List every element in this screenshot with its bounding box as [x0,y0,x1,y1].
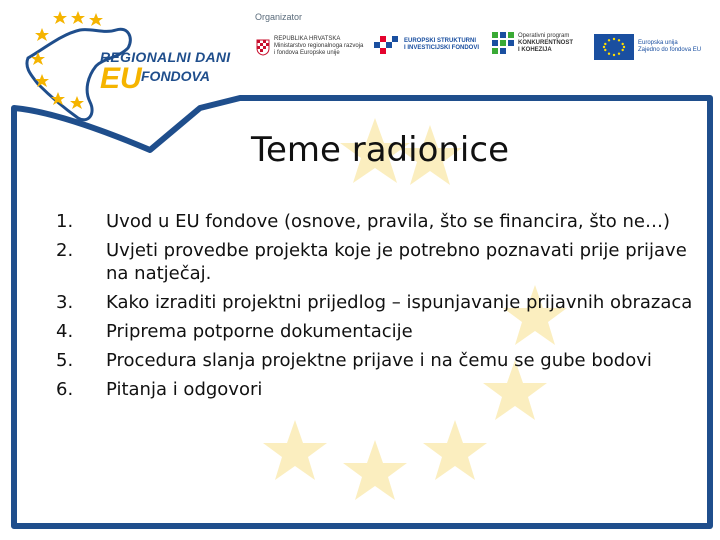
list-item-text: Uvjeti provedbe projekta koje je potrebno poznavati prije prijave na natječaj. [106,240,687,284]
sponsor-line: I INVESTICIJSKI FONDOVI [404,45,480,51]
op-kik-icon [492,32,514,54]
list-item [56,320,696,343]
sponsor-ministry [256,36,363,57]
sponsor-esi-funds [374,34,479,56]
sponsor-line: KONKURENTNOST [518,39,573,46]
list-item-text: Procedura slanja projektne prijave i na čemu se gube bodovi [106,350,652,371]
list-item-text: Uvod u EU fondove (osnove, pravila, što se financira, što ne…) [106,211,670,232]
sponsor-line: Zajedno do fondova EU [638,47,702,53]
list-item-number: 5. [56,350,74,371]
list-item-text: Kako izraditi projektni prijedlog – ispunjavanje prijavnih obrazaca [106,292,693,313]
list-item-number: 2. [56,240,74,261]
list-item-text: Priprema potporne dokumentacije [106,321,413,342]
logo-stars [31,11,103,109]
sponsor-line: EUROPSKI STRUKTURNI [404,38,477,44]
list-item-number: 4. [56,321,74,342]
croatian-coat-of-arms-icon [256,38,270,56]
watermark-star-icon [343,440,407,500]
eu-flag-icon [594,34,634,60]
sponsor-line: REPUBLIKA HRVATSKA [274,36,341,42]
sponsor-line: I KOHEZIJA [518,46,552,53]
logo-eu: EU [100,62,142,95]
star-icon [89,13,103,26]
star-icon [70,96,84,109]
watermark-star-icon [263,420,327,480]
list-item-number: 1. [56,211,74,232]
list-item-number: 3. [56,292,74,313]
star-icon [53,11,67,24]
list-item [56,210,696,233]
sponsor-line: Operativni program [518,32,570,39]
list-item-number: 6. [56,379,74,400]
sponsor-line: Europska unija [638,40,678,46]
list-item-text: Pitanja i odgovori [106,379,263,400]
watermark-star-icon [423,420,487,480]
list-item [56,291,696,314]
esi-funds-icon [374,34,400,56]
list-item [56,349,696,372]
logo-line2: FONDOVA [141,68,210,84]
topic-list [56,210,696,407]
sponsor-eu [594,34,701,60]
star-icon [35,28,49,41]
logo-line1: REGIONALNI DANI [100,49,231,65]
sponsor-line: i fondova Europske unije [274,50,340,56]
list-item [56,239,696,285]
sponsor-op-kik [492,32,573,54]
list-item [56,378,696,401]
sponsor-line: Ministarstvo regionalnoga razvoja [274,43,364,49]
organizator-label: Organizator [255,12,303,22]
star-icon [71,11,85,24]
slide-title: Teme radionice [250,130,509,170]
